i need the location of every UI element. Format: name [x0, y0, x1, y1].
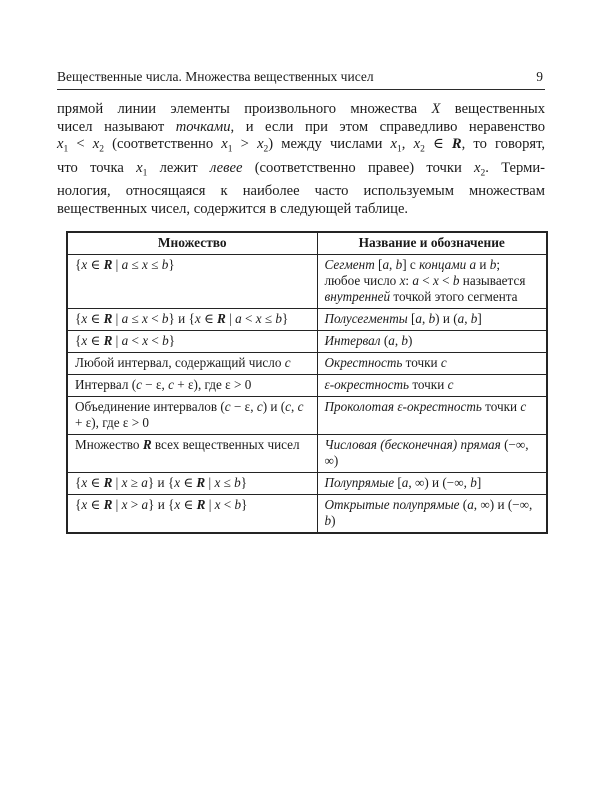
text-segment: ] — [477, 311, 482, 327]
text-segment: + ε), где ε > 0 — [75, 415, 150, 431]
text-segment: b — [161, 311, 169, 327]
table-row — [67, 495, 547, 534]
text-segment: x — [474, 159, 481, 176]
text-segment: a — [382, 257, 390, 273]
text-segment: | — [205, 497, 215, 513]
text-segment: , — [389, 257, 396, 273]
text-segment: ( — [459, 497, 468, 513]
text-segment: точками — [175, 118, 231, 135]
text-segment: + ε), где ε > 0 — [173, 377, 252, 393]
text-segment: a — [141, 475, 148, 491]
text-segment: точки — [409, 377, 448, 393]
set-cell — [67, 435, 317, 473]
text-segment: a — [415, 311, 422, 327]
text-segment: R — [196, 475, 206, 491]
text-segment: (соответственно — [104, 136, 222, 153]
text-segment: a — [388, 333, 395, 349]
text-segment: (соответственно правее) точки — [242, 159, 475, 176]
text-segment: x — [81, 475, 88, 491]
text-segment: b — [234, 497, 242, 513]
text-segment: 1 — [142, 168, 148, 179]
text-segment: < — [68, 136, 93, 153]
column-header-set: Множество — [67, 232, 317, 255]
text-segment: : — [405, 273, 413, 289]
text-segment: , ∞) и (−∞, — [408, 475, 471, 491]
text-segment: Сегмент — [324, 257, 375, 273]
text-segment: > — [232, 136, 258, 153]
text-segment: c — [285, 399, 291, 415]
paragraph-line — [57, 183, 545, 201]
text-segment: b — [428, 311, 436, 327]
text-segment: 1 — [227, 144, 233, 155]
text-segment: , — [394, 333, 402, 349]
text-segment: ) — [331, 513, 336, 529]
table-row — [67, 331, 547, 353]
text-segment: x — [221, 136, 228, 153]
paragraph-line — [57, 136, 545, 159]
text-segment: x — [413, 136, 421, 153]
text-segment: } — [240, 475, 248, 491]
text-segment: | — [112, 475, 122, 491]
text-segment: R — [451, 136, 462, 153]
text-segment: (−∞, ∞) — [324, 437, 529, 469]
text-segment: ) между числами — [268, 136, 391, 153]
text-segment: 2 — [480, 168, 486, 179]
name-cell — [317, 473, 547, 495]
paragraph-line — [57, 160, 545, 183]
text-segment: a — [467, 497, 474, 513]
text-segment: , — [421, 311, 429, 327]
paragraph-line — [57, 119, 545, 137]
text-segment: что точка — [57, 159, 137, 176]
text-segment: a — [121, 333, 129, 349]
text-segment: x — [81, 333, 88, 349]
text-segment: ≤ — [147, 257, 162, 273]
text-segment: x — [121, 497, 128, 513]
text-segment: R — [103, 497, 113, 513]
text-segment: a — [121, 257, 129, 273]
text-segment: вещественных — [440, 101, 545, 117]
text-segment: x — [399, 273, 406, 289]
column-header-name: Название и обозначение — [317, 232, 547, 255]
text-segment: − ε, — [141, 377, 169, 393]
text-segment: < — [438, 273, 453, 289]
text-segment: b — [161, 257, 169, 273]
text-segment: < — [128, 333, 143, 349]
text-segment: x — [142, 333, 149, 349]
text-segment: x — [214, 497, 221, 513]
name-cell — [317, 435, 547, 473]
text-segment: внутренней — [324, 289, 391, 305]
text-segment: c — [284, 355, 291, 371]
text-segment: b — [234, 475, 241, 491]
text-segment: 1 — [63, 144, 69, 155]
text-segment: ε-окрестность — [324, 377, 410, 393]
text-segment: a — [235, 311, 242, 327]
text-segment: > — [127, 497, 142, 513]
text-segment: точки — [481, 399, 521, 415]
text-segment: и — [476, 257, 490, 273]
text-segment: ( — [380, 333, 389, 349]
set-cell — [67, 255, 317, 309]
set-cell — [67, 375, 317, 397]
text-segment: левее — [209, 159, 243, 176]
text-segment: 1 — [397, 144, 402, 155]
name-cell — [317, 495, 547, 534]
text-segment: R — [196, 497, 206, 513]
text-segment: } и { — [168, 311, 195, 327]
table-row — [67, 435, 547, 473]
text-segment: Множество — [75, 437, 143, 453]
table-row — [67, 375, 547, 397]
text-segment: | — [112, 257, 122, 273]
text-segment: | — [205, 475, 215, 491]
text-segment: } — [282, 311, 289, 327]
text-segment: прямой линии элементы произвольного множества — [57, 101, 432, 117]
table-header-row — [67, 232, 547, 255]
text-segment: x — [174, 497, 181, 513]
text-segment: называется — [459, 273, 526, 289]
text-segment: 2 — [420, 144, 425, 155]
text-segment: − ε, — [230, 399, 257, 415]
text-segment: ] с — [402, 257, 420, 273]
text-segment: a — [141, 497, 149, 513]
text-segment: } и { — [147, 475, 175, 491]
text-segment: ; любое число — [324, 257, 501, 289]
text-segment: ≤ — [128, 311, 143, 327]
text-segment: x — [92, 136, 100, 153]
set-cell — [67, 309, 317, 331]
text-segment: , и если при этом справедливо неравенство — [230, 118, 546, 135]
text-segment: нология, относящаяся к наиболее часто используемым множествам — [57, 182, 545, 199]
text-segment: R — [103, 257, 113, 273]
text-segment: x — [194, 311, 201, 327]
text-segment: < — [418, 273, 434, 289]
text-segment: , — [464, 311, 471, 327]
table-body — [67, 255, 547, 534]
text-segment: < — [147, 311, 162, 327]
text-segment: x — [136, 159, 143, 176]
text-segment: ∈ — [180, 475, 197, 491]
text-segment: c — [520, 399, 527, 415]
paragraph-line — [57, 201, 545, 219]
text-segment: x — [81, 311, 88, 327]
text-segment: вещественных чисел, содержится в следующей таблице. — [57, 200, 409, 217]
paragraph — [57, 101, 545, 218]
text-segment: b — [489, 257, 497, 273]
text-segment: x — [255, 311, 262, 327]
text-segment: Открытые полупрямые — [324, 497, 460, 513]
text-segment: x — [433, 273, 439, 289]
text-segment: } — [168, 333, 176, 349]
text-segment: , ∞) и (−∞, — [473, 497, 533, 513]
text-segment: . Терми- — [485, 159, 546, 176]
text-segment: ∈ — [87, 497, 104, 513]
text-segment: a — [412, 273, 419, 289]
text-segment: Проколотая ε-окрестность — [324, 399, 482, 415]
text-segment: ) и ( — [262, 399, 286, 415]
name-cell — [317, 309, 547, 331]
text-segment: a — [401, 475, 409, 491]
text-segment: | — [112, 333, 122, 349]
text-segment: ] — [476, 475, 482, 491]
text-segment: Числовая (бесконечная) прямая — [324, 437, 501, 453]
text-segment: { — [75, 497, 82, 513]
text-segment: | — [112, 497, 122, 513]
set-cell — [67, 331, 317, 353]
text-segment: { — [75, 257, 82, 273]
text-segment: x — [257, 136, 264, 153]
text-segment: [ — [394, 475, 402, 491]
text-segment: ∈ — [87, 475, 104, 491]
text-segment: ∈ — [87, 333, 104, 349]
text-segment: b — [470, 475, 477, 491]
text-segment: a — [121, 311, 129, 327]
text-segment: Полусегменты — [324, 311, 408, 327]
name-cell — [317, 353, 547, 375]
table-row — [67, 473, 547, 495]
text-segment: чисел называют — [57, 118, 176, 135]
set-cell — [67, 495, 317, 534]
text-segment: 2 — [99, 144, 104, 155]
text-segment: R — [142, 437, 152, 453]
text-segment: x — [142, 311, 148, 327]
text-segment: [ — [374, 257, 383, 273]
text-segment: c — [224, 399, 231, 415]
text-segment: b — [401, 333, 408, 349]
text-segment: всех вещественных чисел — [151, 437, 300, 453]
text-segment: ∈ — [200, 311, 218, 327]
text-segment: b — [452, 273, 460, 289]
text-segment: < — [148, 333, 163, 349]
sets-table — [66, 231, 548, 534]
text-segment: ∈ — [424, 136, 452, 153]
text-segment: x — [390, 136, 398, 153]
paragraph-line — [57, 101, 545, 119]
text-segment: x — [57, 136, 64, 153]
text-segment: , то говорят, — [461, 136, 546, 153]
text-segment: ≤ — [261, 311, 276, 327]
text-segment: c — [447, 377, 454, 393]
name-cell — [317, 397, 547, 435]
text-segment: b — [162, 333, 169, 349]
text-segment: концами — [419, 257, 467, 273]
text-segment: | — [225, 311, 236, 327]
text-segment: a — [457, 311, 465, 327]
text-segment: Окрестность — [324, 355, 403, 371]
text-segment: a — [469, 257, 477, 273]
text-segment: лежит — [147, 159, 210, 176]
text-segment: ∈ — [180, 497, 197, 513]
set-cell — [67, 473, 317, 495]
text-segment: 2 — [263, 144, 269, 155]
text-segment: c — [136, 377, 142, 393]
text-segment: { — [75, 333, 82, 349]
text-segment: ) и ( — [435, 311, 458, 327]
table-row — [67, 353, 547, 375]
text-segment: x — [81, 257, 88, 273]
table-row — [67, 309, 547, 331]
text-segment: , — [401, 136, 414, 153]
text-segment: ≤ — [220, 475, 235, 491]
text-segment: x — [214, 475, 221, 491]
text-segment: x — [81, 497, 88, 513]
text-segment: ∈ — [87, 311, 104, 327]
set-cell — [67, 353, 317, 375]
text-segment: { — [75, 311, 82, 327]
text-segment: [ — [407, 311, 416, 327]
text-segment: | — [112, 311, 122, 327]
text-segment: c — [168, 377, 174, 393]
text-segment: , — [290, 399, 298, 415]
text-segment: Интервал ( — [75, 377, 137, 393]
page-number: 9 — [536, 69, 543, 84]
text-segment: } — [241, 497, 248, 513]
text-segment: R — [103, 311, 113, 327]
text-segment: x — [142, 257, 148, 273]
name-cell — [317, 255, 547, 309]
name-cell — [317, 375, 547, 397]
text-segment: R — [103, 333, 113, 349]
text-segment: x — [121, 475, 128, 491]
text-segment: Полупрямые — [324, 475, 395, 491]
table-row — [67, 397, 547, 435]
text-segment: b — [324, 513, 332, 529]
text-segment: c — [297, 399, 304, 415]
set-cell — [67, 397, 317, 435]
text-segment: ≥ — [127, 475, 142, 491]
text-segment: b — [395, 257, 403, 273]
running-head-title: Вещественные числа. Множества вещественных чисел — [57, 69, 374, 84]
text-segment: точки — [402, 355, 441, 371]
text-segment: < — [241, 311, 256, 327]
text-segment: ∈ — [87, 257, 104, 273]
text-segment: } — [168, 257, 175, 273]
text-segment: ) — [408, 333, 413, 349]
text-segment: c — [440, 355, 447, 371]
text-segment: b — [275, 311, 282, 327]
text-segment: } и { — [148, 497, 175, 513]
text-segment: точкой этого сегмента — [390, 289, 518, 305]
text-segment: x — [174, 475, 181, 491]
running-head — [57, 69, 545, 90]
name-cell — [317, 331, 547, 353]
text-segment: c — [256, 399, 263, 415]
text-segment: Интервал — [324, 333, 381, 349]
text-segment: R — [103, 475, 113, 491]
text-segment: Объединение интервалов ( — [75, 399, 225, 415]
text-segment: Любой интервал, содержащий число — [75, 355, 285, 371]
text-segment: ≤ — [128, 257, 143, 273]
text-segment: { — [75, 475, 82, 491]
text-segment: < — [220, 497, 235, 513]
text-segment: X — [431, 101, 441, 117]
text-segment: R — [217, 311, 226, 327]
text-segment: b — [470, 311, 478, 327]
table-row — [67, 255, 547, 309]
